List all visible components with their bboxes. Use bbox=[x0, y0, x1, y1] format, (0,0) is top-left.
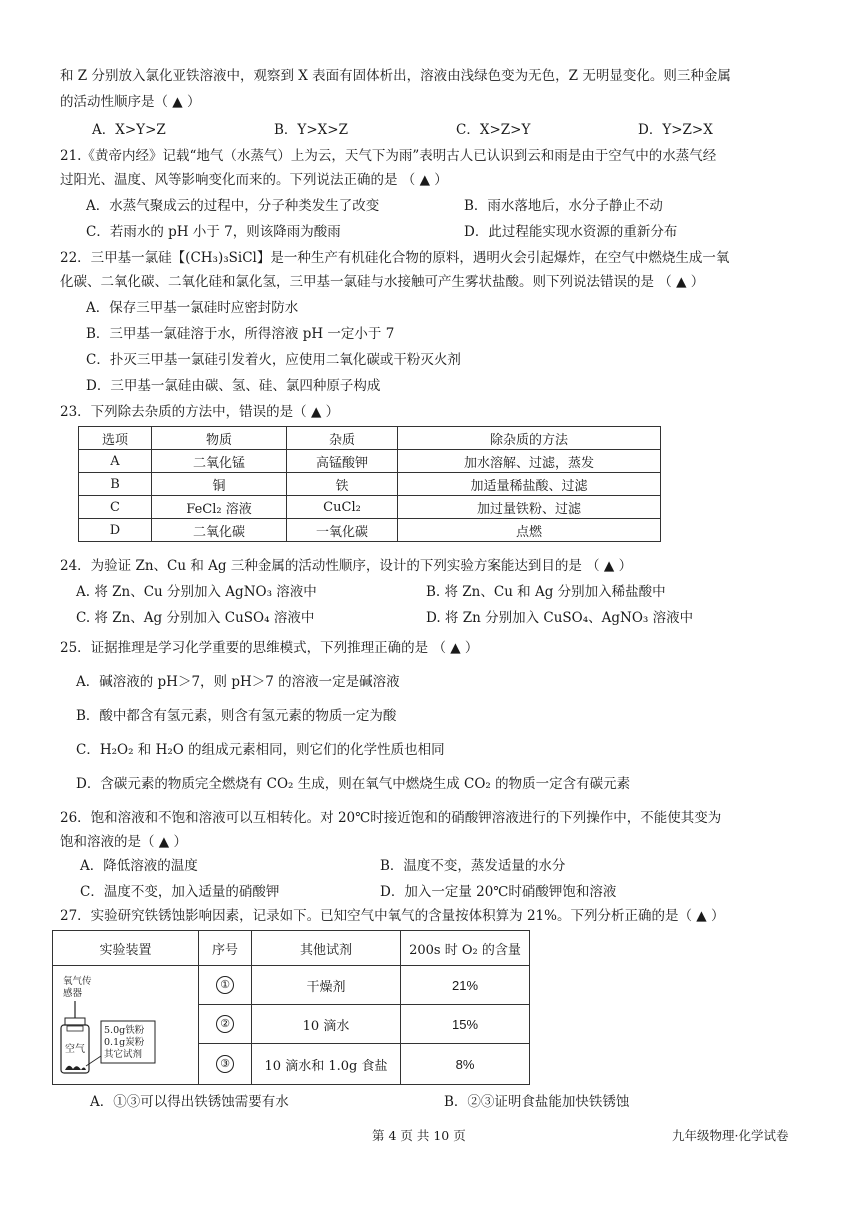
q25-option-d: D．含碳元素的物质完全燃烧有 CO₂ 生成，则在氧气中燃烧生成 CO₂ 的物质一定含有碳元素 bbox=[76, 776, 631, 792]
apparatus-diagram bbox=[53, 966, 198, 1082]
q27-option-b: B．②③证明食盐能加快铁锈蚀 bbox=[444, 1094, 630, 1110]
air-label: 空气 bbox=[65, 1044, 85, 1055]
table-header-row bbox=[79, 427, 661, 450]
q21-option-b: B．雨水落地后，水分子静止不动 bbox=[464, 198, 663, 214]
table-header: 序号 bbox=[199, 931, 252, 966]
q21-option-a: A．水蒸气聚成云的过程中，分子种类发生了改变 bbox=[86, 198, 380, 214]
q22-option-b: B．三甲基一氯硅溶于水，所得溶液 pH 一定小于 7 bbox=[86, 326, 395, 342]
table-cell: 加水溶解、过滤，蒸发 bbox=[398, 450, 661, 473]
q21-line1: 21.《黄帝内经》记载“地气（水蒸气）上为云，天气下为雨”表明古人已认识到云和雨是由于空气中的水蒸气经 bbox=[60, 148, 717, 164]
table-row bbox=[53, 966, 530, 1005]
q22-line1: 22．三甲基一氯硅【(CH₃)₃SiCl】是一种生产有机硅化合物的原料，遇明火会引起爆炸，在空气中燃烧生成一氧 bbox=[60, 250, 730, 266]
table-cell bbox=[199, 1005, 252, 1044]
table-header-row bbox=[53, 931, 530, 966]
q25-option-b: B．酸中都含有氢元素，则含有氢元素的物质一定为酸 bbox=[76, 708, 397, 724]
q23-stem: 23．下列除去杂质的方法中，错误的是（ ▲ ） bbox=[60, 404, 340, 420]
q27-option-a: A．①③可以得出铁锈蚀需要有水 bbox=[90, 1094, 289, 1110]
table-cell: 10 滴水 bbox=[252, 1005, 401, 1044]
table-header: 其他试剂 bbox=[252, 931, 401, 966]
table-cell: 点燃 bbox=[398, 519, 661, 542]
contents-label: 5.0g铁粉 0.1g炭粉 其它试剂 bbox=[104, 1025, 145, 1060]
table-header: 实验装置 bbox=[53, 931, 199, 966]
table-cell: 加过量铁粉、过滤 bbox=[398, 496, 661, 519]
bottle-neck bbox=[67, 1026, 83, 1031]
table-cell: 一氧化碳 bbox=[287, 519, 398, 542]
q20-option-a: A．X>Y>Z bbox=[92, 122, 166, 138]
q21-option-c: C．若雨水的 pH 小于 7，则该降雨为酸雨 bbox=[86, 224, 341, 240]
q26-option-a: A．降低溶液的温度 bbox=[80, 858, 198, 874]
q24-option-d: D. 将 Zn 分别加入 CuSO₄、AgNO₃ 溶液中 bbox=[426, 610, 694, 626]
table-cell: CuCl₂ bbox=[287, 496, 398, 519]
table-cell bbox=[199, 966, 252, 1005]
table-cell: 干燥剂 bbox=[252, 966, 401, 1005]
table-row bbox=[79, 519, 661, 542]
table-header: 200s 时 O₂ 的含量 bbox=[401, 931, 530, 966]
bottle-stopper bbox=[65, 1018, 85, 1025]
q20-option-b: B．Y>X>Z bbox=[274, 122, 348, 138]
table-cell: A bbox=[79, 450, 152, 473]
page-number: 第 4 页 共 10 页 bbox=[372, 1128, 466, 1143]
q20-line1: 和 Z 分别放入氯化亚铁溶液中，观察到 X 表面有固体析出，溶液由浅绿色变为无色，Z 无明显变化。则三种金属 bbox=[60, 68, 731, 84]
table-cell: 8% bbox=[401, 1044, 530, 1085]
q20-option-c: C．X>Z>Y bbox=[456, 122, 531, 138]
row-number: ③ bbox=[216, 1055, 234, 1073]
table-row bbox=[79, 496, 661, 519]
row-number: ① bbox=[216, 976, 234, 994]
table-cell: 加适量稀盐酸、过滤 bbox=[398, 473, 661, 496]
table-header: 选项 bbox=[79, 427, 152, 450]
q21-line2: 过阳光、温度、风等影响变化而来的。下列说法正确的是 （ ▲ ） bbox=[60, 172, 448, 188]
q26-option-b: B．温度不变，蒸发适量的水分 bbox=[380, 858, 566, 874]
table-header: 除杂质的方法 bbox=[398, 427, 661, 450]
q20-option-d: D．Y>Z>X bbox=[638, 122, 713, 138]
q25-option-a: A．碱溶液的 pH＞7，则 pH＞7 的溶液一定是碱溶液 bbox=[76, 674, 400, 690]
q22-option-d: D．三甲基一氯硅由碳、氢、硅、氯四种原子构成 bbox=[86, 378, 381, 394]
table-cell: 铜 bbox=[152, 473, 287, 496]
q23-table bbox=[78, 426, 661, 542]
table-cell: 10 滴水和 1.0g 食盐 bbox=[252, 1044, 401, 1085]
q27-table bbox=[52, 930, 530, 1085]
table-cell: 高锰酸钾 bbox=[287, 450, 398, 473]
exam-subject: 九年级物理·化学试卷 bbox=[672, 1128, 789, 1143]
q21-option-d: D．此过程能实现水资源的重新分布 bbox=[464, 224, 678, 240]
q22-line2: 化碳、二氧化碳、二氧化硅和氯化氢，三甲基一氯硅与水接触可产生雾状盐酸。则下列说法错误的是 （ ▲ ） bbox=[60, 274, 705, 290]
q26-line2: 饱和溶液的是（ ▲ ） bbox=[60, 834, 187, 850]
table-cell: 21% bbox=[401, 966, 530, 1005]
q22-option-c: C．扑灭三甲基一氯硅引发着火，应使用二氧化碳或干粉灭火剂 bbox=[86, 352, 461, 368]
table-cell: 二氧化锰 bbox=[152, 450, 287, 473]
table-row bbox=[79, 450, 661, 473]
q24-option-a: A. 将 Zn、Cu 分别加入 AgNO₃ 溶液中 bbox=[76, 584, 317, 600]
table-cell: B bbox=[79, 473, 152, 496]
apparatus-cell bbox=[53, 966, 199, 1085]
q22-option-a: A．保存三甲基一氯硅时应密封防水 bbox=[86, 300, 299, 316]
q25-option-c: C．H₂O₂ 和 H₂O 的组成元素相同，则它们的化学性质也相同 bbox=[76, 742, 445, 758]
q26-line1: 26．饱和溶液和不饱和溶液可以互相转化。对 20℃时接近饱和的硝酸钾溶液进行的下列操作中，不能使其变为 bbox=[60, 810, 722, 826]
q24-option-c: C. 将 Zn、Ag 分别加入 CuSO₄ 溶液中 bbox=[76, 610, 315, 626]
table-cell: 铁 bbox=[287, 473, 398, 496]
table-header: 杂质 bbox=[287, 427, 398, 450]
q27-stem: 27．实验研究铁锈蚀影响因素，记录如下。已知空气中氧气的含量按体积算为 21%。下列分析正确的是（ ▲ ） bbox=[60, 908, 725, 924]
table-row bbox=[79, 473, 661, 496]
table-cell: FeCl₂ 溶液 bbox=[152, 496, 287, 519]
row-number: ② bbox=[216, 1015, 234, 1033]
table-header: 物质 bbox=[152, 427, 287, 450]
q25-stem: 25．证据推理是学习化学重要的思维模式，下列推理正确的是 （ ▲ ） bbox=[60, 640, 479, 656]
sensor-label: 氧气传 感器 bbox=[63, 976, 92, 999]
table-cell: D bbox=[79, 519, 152, 542]
q26-option-c: C．温度不变，加入适量的硝酸钾 bbox=[80, 884, 280, 900]
table-cell bbox=[199, 1044, 252, 1085]
q24-stem: 24．为验证 Zn、Cu 和 Ag 三种金属的活动性顺序，设计的下列实验方案能达到目的是 （ ▲ ） bbox=[60, 558, 633, 574]
table-cell: 二氧化碳 bbox=[152, 519, 287, 542]
table-cell: C bbox=[79, 496, 152, 519]
q26-option-d: D．加入一定量 20℃时硝酸钾饱和溶液 bbox=[380, 884, 617, 900]
q20-line2: 的活动性顺序是（ ▲ ） bbox=[60, 94, 201, 110]
q24-option-b: B. 将 Zn、Cu 和 Ag 分别加入稀盐酸中 bbox=[426, 584, 666, 600]
table-cell: 15% bbox=[401, 1005, 530, 1044]
